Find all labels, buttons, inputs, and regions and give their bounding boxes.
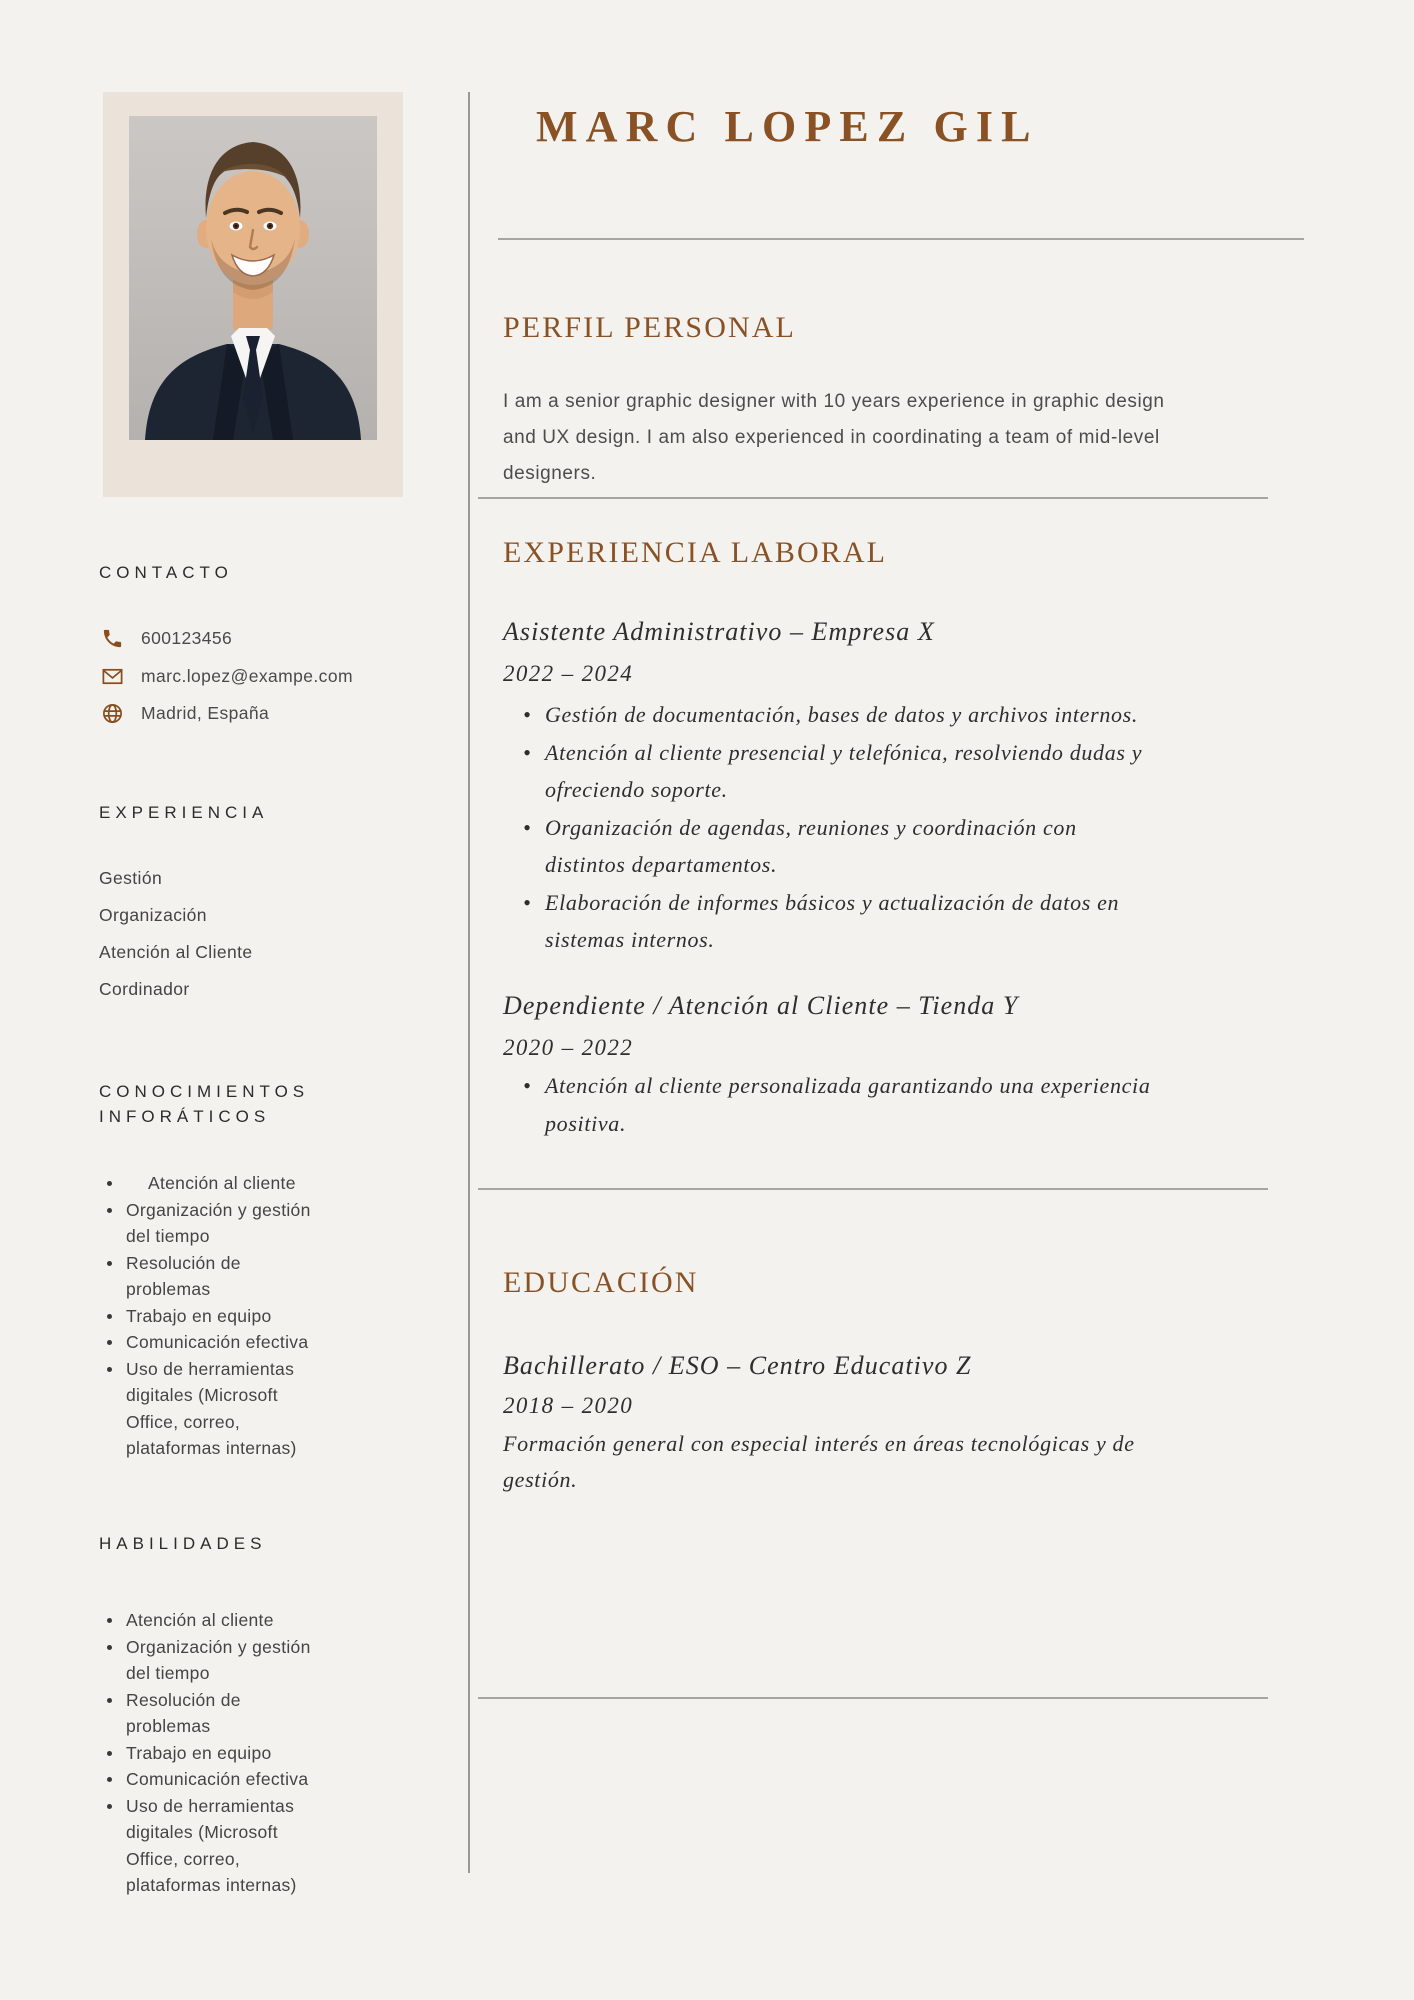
list-item: Comunicación efectiva (99, 1766, 324, 1793)
list-item: Resolución de problemas (99, 1250, 324, 1303)
contact-row-location (101, 695, 353, 733)
globe-icon (101, 702, 124, 725)
education-dates: 2018 – 2020 (503, 1393, 634, 1418)
email-address: marc.lopez@exampe.com (141, 665, 353, 686)
education-description: Formación general con especial interés en áreas tecnológicas y de gestión. (503, 1431, 1135, 1492)
list-item: Gestión (99, 868, 163, 888)
job-dates: 2020 – 2022 (503, 1035, 634, 1060)
list-item: Organización (99, 905, 207, 925)
experiencia-sidebar-heading: EXPERIENCIA (99, 803, 269, 822)
job-bullet-list (503, 1067, 1155, 1142)
job-bullet: • Atención al cliente presencial y telefónica, resolviendo dudas y ofreciendo soporte. (503, 734, 1155, 809)
conocimientos-list (99, 1170, 324, 1462)
photo-frame (103, 92, 403, 497)
page-title: MARC LOPEZ GIL (536, 102, 1039, 151)
list-item: Atención al cliente (99, 1607, 324, 1634)
list-item: Comunicación efectiva (99, 1329, 324, 1356)
divider-after-experiencia (478, 1188, 1268, 1190)
divider-under-name (498, 238, 1304, 240)
list-item: Organización y gestión del tiempo (99, 1634, 324, 1687)
job-bullet: • Gestión de documentación, bases de datos y archivos internos. (503, 696, 1155, 734)
job-bullet: • Atención al cliente personalizada garantizando una experiencia positiva. (503, 1067, 1155, 1142)
contact-heading: CONTACTO (99, 563, 233, 582)
job-bullet: • Organización de agendas, reuniones y coordinación con distintos departamentos. (503, 809, 1155, 884)
list-item: Trabajo en equipo (99, 1303, 324, 1330)
list-item: Organización y gestión del tiempo (99, 1197, 324, 1250)
contact-row-email (101, 658, 353, 696)
job-bullet: • Elaboración de informes básicos y actualización de datos en sistemas internos. (503, 884, 1155, 959)
habilidades-list (99, 1607, 324, 1899)
envelope-icon (101, 665, 124, 688)
job-title: Asistente Administrativo – Empresa X (503, 617, 935, 646)
divider-after-educacion (478, 1697, 1268, 1699)
perfil-personal-text: I am a senior graphic designer with 10 years experience in graphic design and UX design. I am also experienced in coordinating a team of mid-level designers. (503, 391, 1165, 484)
divider-after-perfil (478, 497, 1268, 499)
conocimientos-heading: CONOCIMIENTOS INFORÁTICOS (99, 1082, 310, 1126)
list-item: Uso de herramientas digitales (Microsoft Office, correo, plataformas internas) (99, 1356, 324, 1462)
vertical-divider (468, 92, 470, 1873)
perfil-personal-heading: PERFIL PERSONAL (503, 311, 796, 344)
list-item: Uso de herramientas digitales (Microsoft Office, correo, plataformas internas) (99, 1793, 324, 1899)
list-item: Trabajo en equipo (99, 1740, 324, 1767)
phone-icon (101, 627, 124, 650)
list-item: Atención al Cliente (99, 942, 253, 962)
phone-number: 600123456 (141, 628, 233, 649)
job-dates: 2022 – 2024 (503, 661, 634, 686)
list-item: Atención al cliente (99, 1170, 324, 1197)
habilidades-heading: HABILIDADES (99, 1534, 267, 1553)
job-title: Dependiente / Atención al Cliente – Tienda Y (503, 991, 1019, 1020)
experiencia-sidebar-list (99, 860, 253, 1008)
location-text: Madrid, España (141, 703, 270, 724)
list-item: Cordinador (99, 979, 190, 999)
contact-row-phone (101, 620, 353, 658)
experiencia-laboral-heading: EXPERIENCIA LABORAL (503, 536, 888, 569)
list-item: Resolución de problemas (99, 1687, 324, 1740)
education-title: Bachillerato / ESO – Centro Educativo Z (503, 1351, 972, 1380)
educacion-heading: EDUCACIÓN (503, 1266, 699, 1299)
job-bullet-list (503, 696, 1155, 959)
contact-list (101, 620, 353, 733)
profile-photo (129, 116, 377, 440)
